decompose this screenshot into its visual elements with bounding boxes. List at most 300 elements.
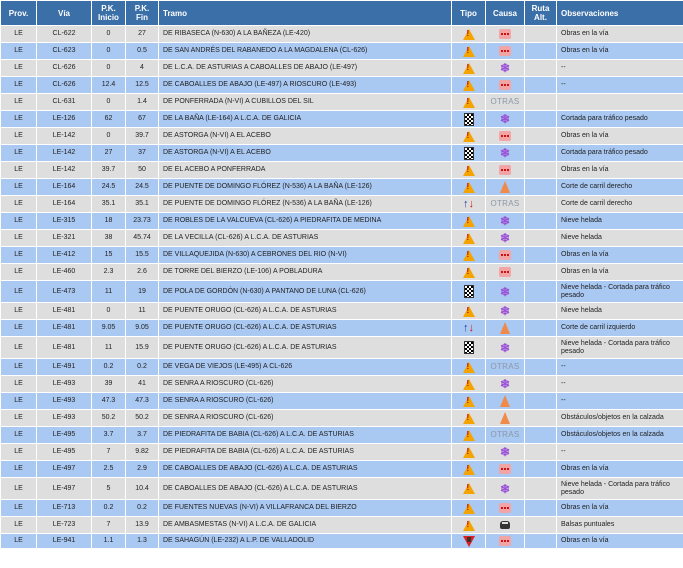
cell-ruta-alt: [525, 376, 557, 393]
cell-prov: LE: [1, 320, 37, 337]
cell-observaciones: Obras en la vía: [557, 26, 683, 43]
cell-pk-inicio: 62: [92, 111, 126, 128]
snowflake-icon: ❄: [499, 231, 511, 245]
cell-observaciones: --: [557, 393, 683, 410]
cell-causa: [486, 461, 525, 478]
table-row[interactable]: [1, 213, 683, 230]
cell-causa: [486, 337, 525, 359]
cell-observaciones: Corte de carril derecho: [557, 179, 683, 196]
table-row[interactable]: [1, 281, 683, 303]
cell-pk-inicio: 9.05: [92, 320, 126, 337]
warning-icon: [463, 165, 475, 176]
cell-tramo: DE VILLAQUEJIDA (N-630) A CEBRONES DEL RIO (N-VI): [159, 247, 452, 264]
table-row[interactable]: [1, 517, 683, 534]
cell-pk-inicio: 2.5: [92, 461, 126, 478]
cell-tipo: [452, 359, 486, 376]
warning-icon: [463, 306, 475, 317]
cell-ruta-alt: [525, 43, 557, 60]
cell-prov: LE: [1, 213, 37, 230]
cell-prov: LE: [1, 43, 37, 60]
cell-ruta-alt: [525, 303, 557, 320]
otras-label: OTRAS: [490, 429, 520, 439]
blocked-road-icon: [499, 80, 511, 90]
cell-tramo: DE POLA DE GORDÓN (N-630) A PANTANO DE LUNA (CL-626): [159, 281, 452, 303]
cell-causa: [486, 162, 525, 179]
cell-via: LE-497: [37, 461, 92, 478]
cell-via: CL-623: [37, 43, 92, 60]
cell-pk-inicio: 27: [92, 145, 126, 162]
cell-causa: [486, 230, 525, 247]
cell-ruta-alt: [525, 461, 557, 478]
snowflake-icon: ❄: [499, 377, 511, 391]
cell-tipo: [452, 376, 486, 393]
cell-pk-inicio: 0.2: [92, 359, 126, 376]
otras-label: OTRAS: [490, 198, 520, 208]
cell-prov: LE: [1, 337, 37, 359]
blocked-road-icon: [499, 46, 511, 56]
cell-tipo: [452, 43, 486, 60]
cell-tipo: [452, 534, 486, 549]
table-row[interactable]: [1, 500, 683, 517]
col-causa[interactable]: Causa: [486, 1, 525, 26]
cell-causa: [486, 145, 525, 162]
table-row[interactable]: [1, 461, 683, 478]
cell-pk-inicio: 39: [92, 376, 126, 393]
cell-observaciones: Obras en la vía: [557, 500, 683, 517]
blocked-road-icon: [499, 131, 511, 141]
cell-via: LE-481: [37, 303, 92, 320]
snowflake-icon: ❄: [499, 445, 511, 459]
cell-prov: LE: [1, 517, 37, 534]
table-row[interactable]: [1, 337, 683, 359]
cell-tipo: [452, 281, 486, 303]
cell-ruta-alt: [525, 281, 557, 303]
cell-tramo: DE ROBLES DE LA VALCUEVA (CL-626) A PIEDRAFITA DE MEDINA: [159, 213, 452, 230]
cell-via: CL-626: [37, 77, 92, 94]
cell-via: LE-315: [37, 213, 92, 230]
cell-observaciones: Obstáculos/objetos en la calzada: [557, 410, 683, 427]
col-ruta-alt[interactable]: Ruta Alt.: [525, 1, 557, 26]
cell-prov: LE: [1, 478, 37, 500]
cell-ruta-alt: [525, 393, 557, 410]
snowflake-icon: ❄: [499, 112, 511, 126]
cell-prov: LE: [1, 196, 37, 213]
cell-pk-fin: 13.9: [126, 517, 159, 534]
warning-icon: [463, 413, 475, 424]
cell-observaciones: --: [557, 444, 683, 461]
cell-via: LE-495: [37, 444, 92, 461]
cell-pk-fin: 47.3: [126, 393, 159, 410]
cell-via: LE-412: [37, 247, 92, 264]
cell-prov: LE: [1, 111, 37, 128]
cell-pk-inicio: 0: [92, 94, 126, 111]
cell-ruta-alt: [525, 60, 557, 77]
cell-tramo: DE PUENTE ORUGO (CL-626) A L.C.A. DE ASTURIAS: [159, 303, 452, 320]
cell-observaciones: Obras en la vía: [557, 162, 683, 179]
cell-prov: LE: [1, 281, 37, 303]
cell-tipo: [452, 461, 486, 478]
table-row[interactable]: [1, 162, 683, 179]
cell-observaciones: --: [557, 60, 683, 77]
checkered-flag-icon: [464, 147, 474, 160]
cell-tramo: DE SENRA A RIOSCURO (CL-626): [159, 393, 452, 410]
table-row[interactable]: [1, 478, 683, 500]
cell-causa: [486, 359, 525, 376]
cell-pk-fin: 0.5: [126, 43, 159, 60]
cell-observaciones: Obras en la vía: [557, 461, 683, 478]
cell-pk-fin: 9.05: [126, 320, 159, 337]
cell-via: LE-473: [37, 281, 92, 303]
cell-tramo: DE RIBASECA (N-630) A LA BAÑEZA (LE-420): [159, 26, 452, 43]
cell-pk-fin: 9.82: [126, 444, 159, 461]
traffic-cone-icon: [500, 412, 510, 424]
col-pk-fin[interactable]: P.K. Fin: [126, 1, 159, 26]
cell-pk-inicio: 0: [92, 60, 126, 77]
cell-pk-fin: 27: [126, 26, 159, 43]
cell-causa: [486, 247, 525, 264]
cell-prov: LE: [1, 534, 37, 549]
cell-pk-fin: 23.73: [126, 213, 159, 230]
table-row[interactable]: [1, 410, 683, 427]
cell-pk-fin: 15.5: [126, 247, 159, 264]
cell-pk-fin: 67: [126, 111, 159, 128]
cell-observaciones: Cortada para tráfico pesado: [557, 145, 683, 162]
cell-via: LE-164: [37, 196, 92, 213]
cell-observaciones: --: [557, 77, 683, 94]
cell-prov: LE: [1, 264, 37, 281]
cell-tipo: [452, 26, 486, 43]
cell-via: CL-631: [37, 94, 92, 111]
table-row[interactable]: [1, 247, 683, 264]
checkered-flag-icon: [464, 285, 474, 298]
cell-pk-inicio: 0: [92, 303, 126, 320]
cell-tramo: DE PUENTE ORUGO (CL-626) A L.C.A. DE ASTURIAS: [159, 320, 452, 337]
cell-observaciones: Corte de carril derecho: [557, 196, 683, 213]
snowflake-icon: ❄: [499, 214, 511, 228]
table-row[interactable]: [1, 320, 683, 337]
cell-causa: [486, 410, 525, 427]
cell-ruta-alt: [525, 77, 557, 94]
traffic-cone-icon: [500, 322, 510, 334]
cell-tramo: DE SENRA A RIOSCURO (CL-626): [159, 410, 452, 427]
warning-icon: [463, 182, 475, 193]
cell-causa: [486, 281, 525, 303]
cell-prov: LE: [1, 128, 37, 145]
cell-prov: LE: [1, 179, 37, 196]
cell-pk-fin: 41: [126, 376, 159, 393]
cell-via: CL-626: [37, 60, 92, 77]
cell-pk-inicio: 0: [92, 26, 126, 43]
cell-pk-inicio: 11: [92, 281, 126, 303]
cell-via: LE-491: [37, 359, 92, 376]
cell-via: LE-493: [37, 410, 92, 427]
traffic-cone-icon: [500, 181, 510, 193]
cell-causa: [486, 128, 525, 145]
cell-ruta-alt: [525, 320, 557, 337]
otras-label: OTRAS: [490, 96, 520, 106]
blocked-road-icon: [499, 250, 511, 260]
cell-via: LE-713: [37, 500, 92, 517]
cell-causa: [486, 213, 525, 230]
cell-tipo: [452, 393, 486, 410]
table-row[interactable]: [1, 376, 683, 393]
table-row[interactable]: [1, 145, 683, 162]
cell-via: LE-481: [37, 320, 92, 337]
warning-icon: [463, 80, 475, 91]
table-row[interactable]: [1, 179, 683, 196]
cell-ruta-alt: [525, 162, 557, 179]
warning-icon: [463, 520, 475, 531]
table-row[interactable]: [1, 444, 683, 461]
warning-icon: [463, 29, 475, 40]
cell-ruta-alt: [525, 94, 557, 111]
table-row[interactable]: [1, 111, 683, 128]
cell-causa: [486, 111, 525, 128]
cell-tipo: [452, 410, 486, 427]
cell-pk-inicio: 0: [92, 43, 126, 60]
cell-tramo: DE FUENTES NUEVAS (N-VI) A VILLAFRANCA DEL BIERZO: [159, 500, 452, 517]
cell-causa: [486, 60, 525, 77]
cell-tipo: [452, 337, 486, 359]
cell-pk-inicio: 38: [92, 230, 126, 247]
cell-observaciones: [557, 94, 683, 111]
cell-causa: [486, 26, 525, 43]
blocked-road-icon: [499, 503, 511, 513]
cell-tipo: [452, 500, 486, 517]
cell-observaciones: --: [557, 359, 683, 376]
cell-pk-inicio: 3.7: [92, 427, 126, 444]
cell-tramo: DE CABOALLES DE ABAJO (CL-626) A L.C.A. DE ASTURIAS: [159, 478, 452, 500]
cell-via: LE-495: [37, 427, 92, 444]
cell-pk-fin: 50.2: [126, 410, 159, 427]
cell-tramo: DE LA VECILLA (CL-626) A L.C.A. DE ASTURIAS: [159, 230, 452, 247]
cell-pk-inicio: 1.1: [92, 534, 126, 549]
table-row[interactable]: [1, 359, 683, 376]
blocked-road-icon: [499, 464, 511, 474]
cell-ruta-alt: [525, 427, 557, 444]
cell-tramo: DE LA BAÑA (LE-164) A L.C.A. DE GALICIA: [159, 111, 452, 128]
cell-ruta-alt: [525, 26, 557, 43]
cell-tipo: [452, 427, 486, 444]
cell-pk-fin: 19: [126, 281, 159, 303]
cell-observaciones: Nieve helada: [557, 213, 683, 230]
cell-observaciones: Balsas puntuales: [557, 517, 683, 534]
col-observaciones[interactable]: Observaciones: [557, 1, 683, 26]
cell-observaciones: Nieve helada: [557, 230, 683, 247]
snowflake-icon: ❄: [499, 146, 511, 160]
cell-prov: LE: [1, 26, 37, 43]
cell-tramo: DE SENRA A RIOSCURO (CL-626): [159, 376, 452, 393]
cell-tramo: DE PUENTE DE DOMINGO FLÓREZ (N-536) A LA BAÑA (LE-126): [159, 179, 452, 196]
traffic-cone-icon: [500, 395, 510, 407]
cell-tipo: [452, 320, 486, 337]
cell-causa: [486, 77, 525, 94]
table-row[interactable]: [1, 230, 683, 247]
cell-pk-fin: 15.9: [126, 337, 159, 359]
cell-pk-fin: 35.1: [126, 196, 159, 213]
cell-via: LE-460: [37, 264, 92, 281]
cell-pk-inicio: 47.3: [92, 393, 126, 410]
cell-observaciones: Nieve helada - Cortada para tráfico pesado: [557, 478, 683, 500]
table-row[interactable]: [1, 26, 683, 43]
cell-ruta-alt: [525, 444, 557, 461]
cell-pk-fin: 11: [126, 303, 159, 320]
cell-pk-fin: 2.6: [126, 264, 159, 281]
warning-icon: [463, 503, 475, 514]
cell-via: LE-493: [37, 393, 92, 410]
cell-prov: LE: [1, 162, 37, 179]
cell-causa: [486, 500, 525, 517]
cell-pk-fin: 0.2: [126, 500, 159, 517]
warning-icon: [463, 483, 475, 494]
cell-tramo: DE ASTORGA (N-VI) A EL ACEBO: [159, 145, 452, 162]
cell-tramo: DE TORRE DEL BIERZO (LE-106) A POBLADURA: [159, 264, 452, 281]
blocked-road-icon: [499, 536, 511, 546]
cell-tipo: [452, 77, 486, 94]
cell-pk-inicio: 12.4: [92, 77, 126, 94]
col-tramo[interactable]: Tramo: [159, 1, 452, 26]
cell-pk-inicio: 50.2: [92, 410, 126, 427]
cell-causa: [486, 444, 525, 461]
cell-tipo: [452, 247, 486, 264]
cell-observaciones: Obras en la vía: [557, 264, 683, 281]
cell-tramo: DE AMBASMESTAS (N-VI) A L.C.A. DE GALICIA: [159, 517, 452, 534]
table-row[interactable]: [1, 128, 683, 145]
cell-prov: LE: [1, 230, 37, 247]
cell-via: LE-481: [37, 337, 92, 359]
cell-tramo: DE SAN ANDRÉS DEL RABANEDO A LA MAGDALENA (CL-626): [159, 43, 452, 60]
cell-tramo: DE SAHAGÚN (LE-232) A L.P. DE VALLADOLID: [159, 534, 452, 549]
cell-tipo: [452, 196, 486, 213]
blocked-road-icon: [499, 267, 511, 277]
otras-label: OTRAS: [490, 361, 520, 371]
cell-via: LE-142: [37, 128, 92, 145]
col-tipo[interactable]: Tipo: [452, 1, 486, 26]
two-way-arrows-icon: ↑↓: [463, 198, 474, 210]
table-row[interactable]: [1, 77, 683, 94]
cell-prov: LE: [1, 444, 37, 461]
cell-ruta-alt: [525, 359, 557, 376]
cell-prov: LE: [1, 376, 37, 393]
blocked-road-icon: [499, 165, 511, 175]
cell-observaciones: Obras en la vía: [557, 534, 683, 549]
warning-icon: [463, 396, 475, 407]
warning-icon: [463, 131, 475, 142]
warning-icon: [463, 97, 475, 108]
cell-via: CL-622: [37, 26, 92, 43]
table-row[interactable]: [1, 427, 683, 444]
roadwork-icon: [463, 536, 475, 547]
warning-icon: [463, 447, 475, 458]
col-prov[interactable]: Prov.: [1, 1, 37, 26]
cell-tramo: DE PUENTE DE DOMINGO FLÓREZ (N-536) A LA BAÑA (LE-126): [159, 196, 452, 213]
snowflake-icon: ❄: [499, 61, 511, 75]
cell-tramo: DE PUENTE ORUGO (CL-626) A L.C.A. DE ASTURIAS: [159, 337, 452, 359]
cell-pk-inicio: 35.1: [92, 196, 126, 213]
cell-ruta-alt: [525, 111, 557, 128]
cell-prov: LE: [1, 94, 37, 111]
two-way-arrows-icon: ↑↓: [463, 322, 474, 334]
snowflake-icon: ❄: [499, 340, 511, 355]
cell-via: LE-941: [37, 534, 92, 549]
cell-pk-inicio: 18: [92, 213, 126, 230]
cell-pk-inicio: 11: [92, 337, 126, 359]
cell-prov: LE: [1, 461, 37, 478]
cell-pk-fin: 10.4: [126, 478, 159, 500]
cell-causa: [486, 393, 525, 410]
cell-pk-fin: 45.74: [126, 230, 159, 247]
cell-tramo: DE ASTORGA (N-VI) A EL ACEBO: [159, 128, 452, 145]
cell-tipo: [452, 111, 486, 128]
table-row[interactable]: [1, 264, 683, 281]
warning-icon: [463, 233, 475, 244]
warning-icon: [463, 46, 475, 57]
cell-via: LE-723: [37, 517, 92, 534]
cell-ruta-alt: [525, 179, 557, 196]
cell-causa: [486, 534, 525, 549]
cell-observaciones: Obras en la vía: [557, 128, 683, 145]
cell-tramo: DE PIEDRAFITA DE BABIA (CL-626) A L.C.A. DE ASTURIAS: [159, 427, 452, 444]
cell-tipo: [452, 162, 486, 179]
snowflake-icon: ❄: [499, 304, 511, 318]
cell-tipo: [452, 145, 486, 162]
cell-pk-inicio: 7: [92, 517, 126, 534]
warning-icon: [463, 362, 475, 373]
table-row[interactable]: [1, 393, 683, 410]
table-row[interactable]: [1, 196, 683, 213]
cell-tramo: DE VEGA DE VIEJOS (LE-495) A CL-626: [159, 359, 452, 376]
cell-pk-fin: 1.4: [126, 94, 159, 111]
cell-observaciones: Cortada para tráfico pesado: [557, 111, 683, 128]
cell-tipo: [452, 60, 486, 77]
warning-icon: [463, 430, 475, 441]
cell-via: LE-126: [37, 111, 92, 128]
cell-pk-inicio: 39.7: [92, 162, 126, 179]
header-row: [1, 1, 683, 26]
cell-tramo: DE EL ACEBO A PONFERRADA: [159, 162, 452, 179]
cell-pk-fin: 50: [126, 162, 159, 179]
cell-ruta-alt: [525, 478, 557, 500]
cell-ruta-alt: [525, 517, 557, 534]
cell-ruta-alt: [525, 410, 557, 427]
cell-pk-fin: 4: [126, 60, 159, 77]
table-row[interactable]: [1, 60, 683, 77]
cell-causa: [486, 320, 525, 337]
col-via[interactable]: Vía: [37, 1, 92, 26]
cell-via: LE-142: [37, 145, 92, 162]
table-row[interactable]: [1, 303, 683, 320]
cell-tipo: [452, 213, 486, 230]
cell-pk-fin: 0.2: [126, 359, 159, 376]
col-pk-inicio[interactable]: P.K. Inicio: [92, 1, 126, 26]
cell-causa: [486, 179, 525, 196]
warning-icon: [463, 379, 475, 390]
cell-tramo: DE CABOALLES DE ABAJO (LE-497) A RIOSCURO (LE-493): [159, 77, 452, 94]
snowflake-icon: ❄: [499, 284, 511, 299]
cell-prov: LE: [1, 500, 37, 517]
warning-icon: [463, 216, 475, 227]
table-row[interactable]: [1, 43, 683, 60]
cell-ruta-alt: [525, 500, 557, 517]
table-body: [1, 26, 683, 549]
table-row[interactable]: [1, 94, 683, 111]
table-row[interactable]: [1, 534, 683, 549]
cell-tipo: [452, 94, 486, 111]
checkered-flag-icon: [464, 341, 474, 354]
cell-prov: LE: [1, 303, 37, 320]
cell-ruta-alt: [525, 534, 557, 549]
warning-icon: [463, 250, 475, 261]
